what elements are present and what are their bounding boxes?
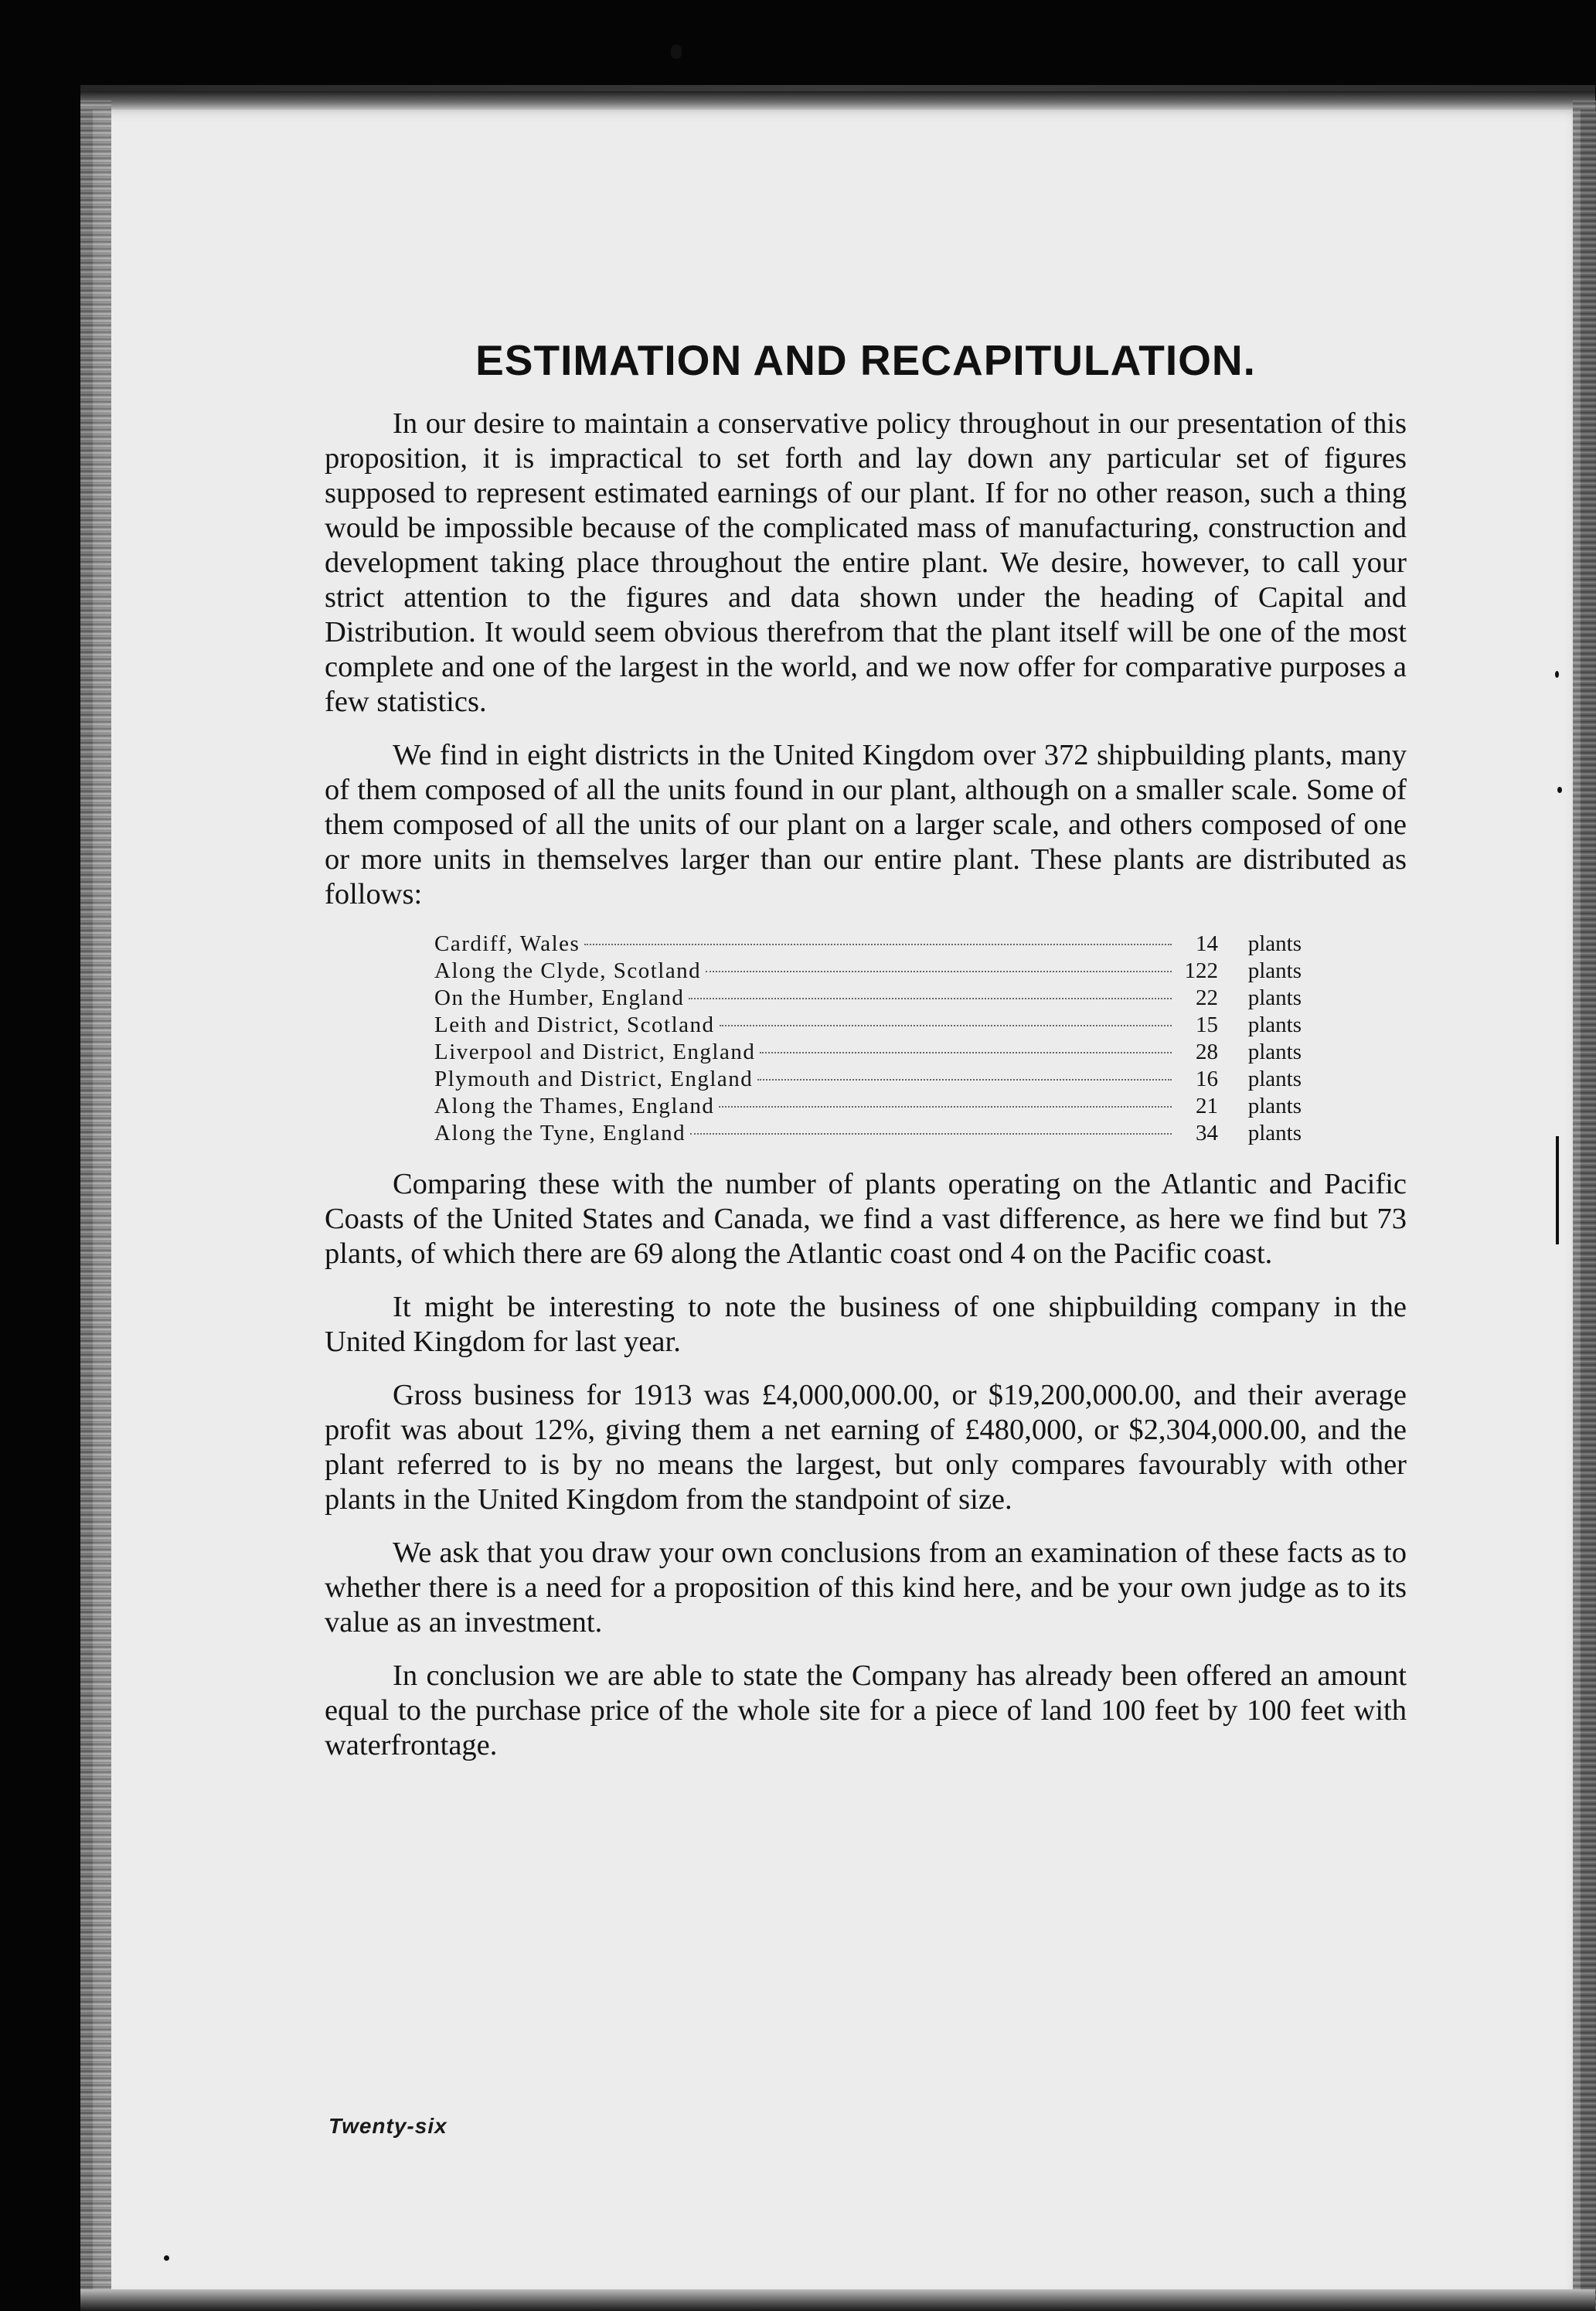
dot-leader — [760, 1052, 1172, 1053]
scan-speck — [1556, 1136, 1559, 1244]
page-number: Twenty-six — [328, 2114, 447, 2138]
plant-unit: plants — [1247, 1040, 1302, 1065]
scan-speck — [1555, 671, 1559, 678]
paragraph-closing: In conclusion we are able to state the Company has already been offered an amount equal to the purchase price of the whole site for a piece of land 100 feet by 100 feet with waterfrontage. — [325, 1659, 1407, 1762]
plant-unit: plants — [1247, 985, 1302, 1011]
district-name: Along the Tyne, England — [434, 1121, 686, 1146]
plant-count: 22 — [1196, 985, 1218, 1011]
page-left-edge — [80, 100, 111, 2311]
district-name: Plymouth and District, England — [434, 1067, 754, 1092]
dot-leader — [720, 1025, 1172, 1026]
plant-count: 21 — [1196, 1094, 1218, 1119]
plant-count: 15 — [1196, 1013, 1218, 1038]
plant-unit: plants — [1247, 1121, 1302, 1146]
table-row — [434, 931, 1302, 958]
paragraph-comparison: Comparing these with the number of plants operating on the Atlantic and Pacific Coasts of the United States and Canada, we find a vast difference, as here we find but 73 plants, of which there are 69 along the Atlantic coast ond 4 on the Pacific coast. — [325, 1168, 1407, 1271]
districts-table — [434, 931, 1302, 1147]
paragraph-gross-business: Gross business for 1913 was £4,000,000.00, or $19,200,000.00, and their average profit was about 12%, giving them a net earning of £480,000, or $2,304,000.00, and the plant referred to is by no means the largest, but only compares favourably with other plants in the United Kingdom from the standpoint of size. — [325, 1379, 1407, 1516]
district-name: Liverpool and District, England — [434, 1040, 756, 1065]
scan-speck — [164, 2255, 169, 2261]
plant-count: 28 — [1196, 1040, 1218, 1065]
dot-leader — [690, 1133, 1172, 1135]
dot-leader — [757, 1079, 1172, 1081]
district-name: On the Humber, England — [434, 985, 685, 1011]
page-top-edge — [80, 91, 1595, 110]
paragraph-uk-plants: We find in eight districts in the United Kingdom over 372 shipbuilding plants, many of them composed of all the units found in our plant, although on a smaller scale. Some of them composed of all the units of our plant on a larger scale, and others composed of one or more units in themselves larger than our entire plant. These plants are distributed as follows: — [325, 739, 1407, 911]
paragraph-business-note: It might be interesting to note the business of one shipbuilding company in the United Kingdom for last year. — [325, 1291, 1407, 1359]
table-row — [434, 1012, 1302, 1039]
page-right-edge — [1573, 100, 1596, 2311]
page-title: ESTIMATION AND RECAPITULATION. — [475, 336, 1256, 384]
district-name: Cardiff, Wales — [434, 931, 580, 957]
page-bottom-edge — [80, 2289, 1595, 2311]
paragraph-intro: In our desire to maintain a conservative policy throughout in our presentation of this proposition, it is impractical to set forth and lay down any particular set of figures supposed to represent estimated earnings of our plant. If for no other reason, such a thing would be impossible because of the complicated mass of manufacturing, construction and development taking place throughout the entire plant. We desire, however, to call your strict attention to the figures and data shown under the heading of Capital and Distribution. It would seem obvious therefrom that the plant itself will be one of the most complete and one of the largest in the world, and we now offer for comparative purposes a few statistics. — [325, 407, 1407, 719]
dot-leader — [689, 998, 1172, 999]
table-row — [434, 958, 1302, 985]
plant-count: 122 — [1184, 958, 1218, 984]
dot-leader — [706, 971, 1172, 972]
scan-speck — [671, 45, 682, 59]
table-row — [434, 1120, 1302, 1147]
plant-count: 14 — [1196, 931, 1218, 957]
district-name: Leith and District, Scotland — [434, 1013, 715, 1038]
dot-leader — [584, 944, 1172, 945]
plant-count: 34 — [1196, 1121, 1218, 1146]
table-row — [434, 1066, 1302, 1093]
document-body — [325, 336, 1407, 1782]
table-row — [434, 1093, 1302, 1120]
district-name: Along the Clyde, Scotland — [434, 958, 702, 984]
dot-leader — [719, 1106, 1172, 1108]
plant-unit: plants — [1247, 931, 1302, 957]
table-row — [434, 1039, 1302, 1066]
plant-unit: plants — [1247, 1094, 1302, 1119]
plant-count: 16 — [1196, 1067, 1218, 1092]
district-name: Along the Thames, England — [434, 1094, 715, 1119]
scan-speck — [1557, 787, 1562, 793]
plant-unit: plants — [1247, 958, 1302, 984]
plant-unit: plants — [1247, 1067, 1302, 1092]
table-row — [434, 985, 1302, 1012]
paragraph-conclusions: We ask that you draw your own conclusions from an examination of these facts as to whether there is a need for a proposition of this kind here, and be your own judge as to its value as an investment. — [325, 1537, 1407, 1639]
plant-unit: plants — [1247, 1013, 1302, 1038]
